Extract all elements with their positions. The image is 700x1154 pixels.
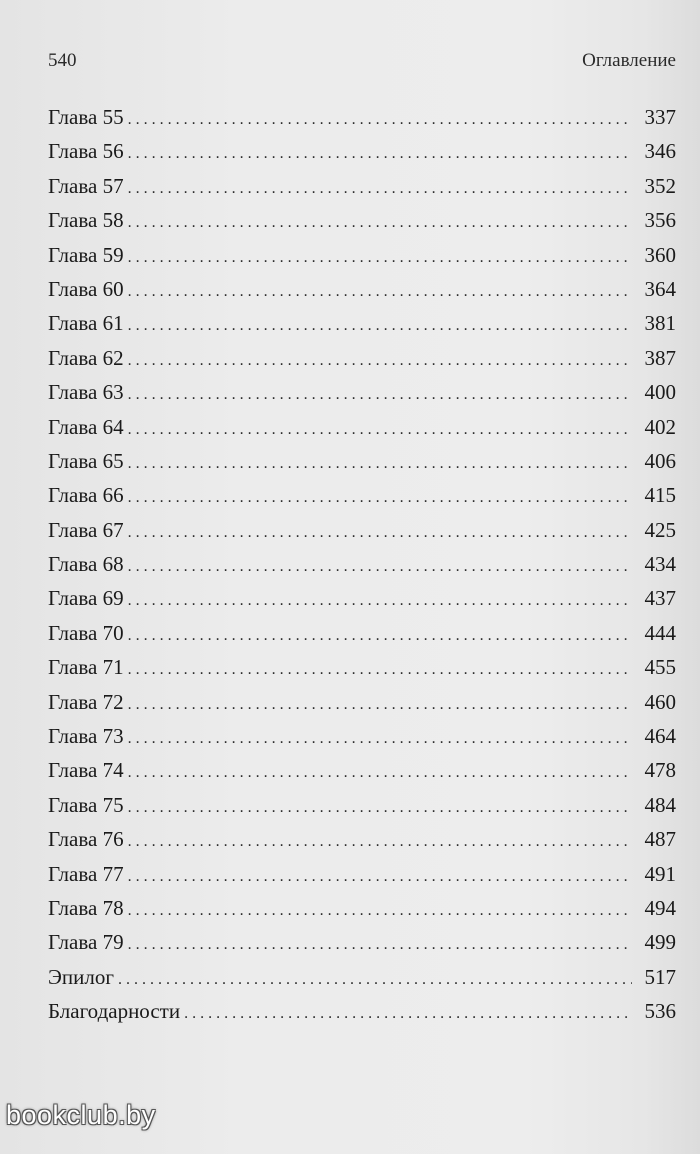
toc-entry-title: Глава 77: [48, 861, 124, 886]
toc-entry: [48, 788, 676, 822]
toc-entry-page-number: 536: [644, 999, 676, 1024]
toc-entry-title: Глава 75: [48, 792, 124, 817]
dot-leader: [128, 822, 632, 856]
toc-entry-page-number: 352: [644, 173, 676, 198]
toc-entry: [48, 753, 676, 787]
watermark: bookclub.by: [6, 1100, 156, 1130]
dot-leader: [128, 513, 632, 547]
dot-leader: [128, 306, 632, 340]
toc-entry: [48, 994, 676, 1028]
toc-entry: [48, 650, 676, 684]
dot-leader: [128, 375, 632, 409]
toc-entry-title: Глава 61: [48, 311, 124, 336]
dot-leader: [128, 100, 632, 134]
toc-entry: [48, 891, 676, 925]
toc-entry: [48, 547, 676, 581]
toc-entry-title: Глава 56: [48, 139, 124, 164]
toc-entry: [48, 169, 676, 203]
toc-entry-title: Эпилог: [48, 964, 114, 989]
toc-entry: [48, 685, 676, 719]
dot-leader: [128, 685, 632, 719]
toc-entry-title: Глава 76: [48, 827, 124, 852]
toc-entry: [48, 203, 676, 237]
toc-entry-title: Глава 69: [48, 586, 124, 611]
toc-entry: [48, 444, 676, 478]
dot-leader: [128, 134, 632, 168]
toc-entry-page-number: 346: [644, 139, 676, 164]
dot-leader: [128, 238, 632, 272]
toc-entry-page-number: 425: [644, 517, 676, 542]
running-head: [48, 50, 676, 74]
table-of-contents: [48, 100, 676, 1029]
toc-entry: [48, 272, 676, 306]
toc-entry-page-number: 487: [644, 827, 676, 852]
toc-entry-title: Глава 55: [48, 105, 124, 129]
dot-leader: [128, 478, 632, 512]
toc-entry-title: Глава 74: [48, 758, 124, 783]
toc-entry-page-number: 464: [644, 724, 676, 749]
dot-leader: [128, 581, 632, 615]
toc-entry-title: Глава 57: [48, 173, 124, 198]
toc-entry: [48, 306, 676, 340]
dot-leader: [184, 994, 632, 1028]
toc-entry-page-number: 415: [644, 483, 676, 508]
toc-entry-page-number: 484: [644, 792, 676, 817]
toc-entry-title: Глава 65: [48, 448, 124, 473]
toc-entry: [48, 581, 676, 615]
toc-entry-title: Благодарности: [48, 999, 181, 1024]
toc-entry-title: Глава 78: [48, 895, 124, 920]
toc-entry-page-number: 460: [644, 689, 676, 714]
toc-entry-title: Глава 66: [48, 483, 124, 508]
toc-entry-page-number: 402: [644, 414, 676, 439]
toc-entry: [48, 478, 676, 512]
dot-leader: [128, 203, 632, 237]
page-number: 540: [48, 50, 77, 71]
dot-leader: [128, 857, 632, 891]
toc-entry: [48, 960, 676, 994]
toc-entry-page-number: 364: [644, 276, 676, 301]
dot-leader: [128, 341, 632, 375]
toc-entry: [48, 857, 676, 891]
dot-leader: [128, 169, 632, 203]
toc-entry-title: Глава 58: [48, 208, 124, 233]
dot-leader: [128, 272, 632, 306]
toc-entry-title: Глава 70: [48, 620, 124, 645]
toc-entry-title: Глава 64: [48, 414, 124, 439]
dot-leader: [128, 616, 632, 650]
toc-entry-title: Глава 79: [48, 930, 124, 955]
dot-leader: [128, 753, 632, 787]
toc-entry-page-number: 434: [644, 552, 676, 577]
toc-entry-page-number: 400: [644, 380, 676, 405]
toc-entry-title: Глава 60: [48, 276, 124, 301]
dot-leader: [128, 719, 632, 753]
toc-entry: [48, 410, 676, 444]
toc-entry-title: Глава 59: [48, 242, 124, 267]
toc-entry: [48, 375, 676, 409]
toc-entry-page-number: 360: [644, 242, 676, 267]
dot-leader: [118, 960, 632, 994]
toc-entry-title: Глава 71: [48, 655, 124, 680]
dot-leader: [128, 547, 632, 581]
toc-entry-page-number: 455: [644, 655, 676, 680]
dot-leader: [128, 788, 632, 822]
toc-entry-page-number: 406: [644, 448, 676, 473]
toc-entry-page-number: 437: [644, 586, 676, 611]
toc-entry: [48, 134, 676, 168]
toc-entry: [48, 925, 676, 959]
toc-entry: [48, 341, 676, 375]
toc-entry-page-number: 337: [644, 105, 676, 129]
toc-entry-page-number: 494: [644, 895, 676, 920]
dot-leader: [128, 444, 632, 478]
toc-entry-title: Глава 67: [48, 517, 124, 542]
toc-entry: [48, 238, 676, 272]
toc-entry-page-number: 478: [644, 758, 676, 783]
dot-leader: [128, 410, 632, 444]
dot-leader: [128, 925, 632, 959]
toc-entry-title: Глава 63: [48, 380, 124, 405]
toc-entry-title: Глава 72: [48, 689, 124, 714]
toc-entry-page-number: 444: [644, 620, 676, 645]
toc-entry-page-number: 491: [644, 861, 676, 886]
dot-leader: [128, 891, 632, 925]
toc-entry-page-number: 356: [644, 208, 676, 233]
toc-entry: [48, 822, 676, 856]
toc-entry-title: Глава 62: [48, 345, 124, 370]
toc-entry-page-number: 381: [644, 311, 676, 336]
toc-entry-page-number: 499: [644, 930, 676, 955]
section-title: Оглавление: [582, 50, 676, 71]
toc-entry-page-number: 517: [644, 964, 676, 989]
dot-leader: [128, 650, 632, 684]
toc-entry-title: Глава 68: [48, 552, 124, 577]
toc-entry: [48, 719, 676, 753]
toc-entry: [48, 616, 676, 650]
toc-entry-title: Глава 73: [48, 724, 124, 749]
toc-entry: [48, 513, 676, 547]
toc-entry: [48, 100, 676, 134]
toc-entry-page-number: 387: [644, 345, 676, 370]
